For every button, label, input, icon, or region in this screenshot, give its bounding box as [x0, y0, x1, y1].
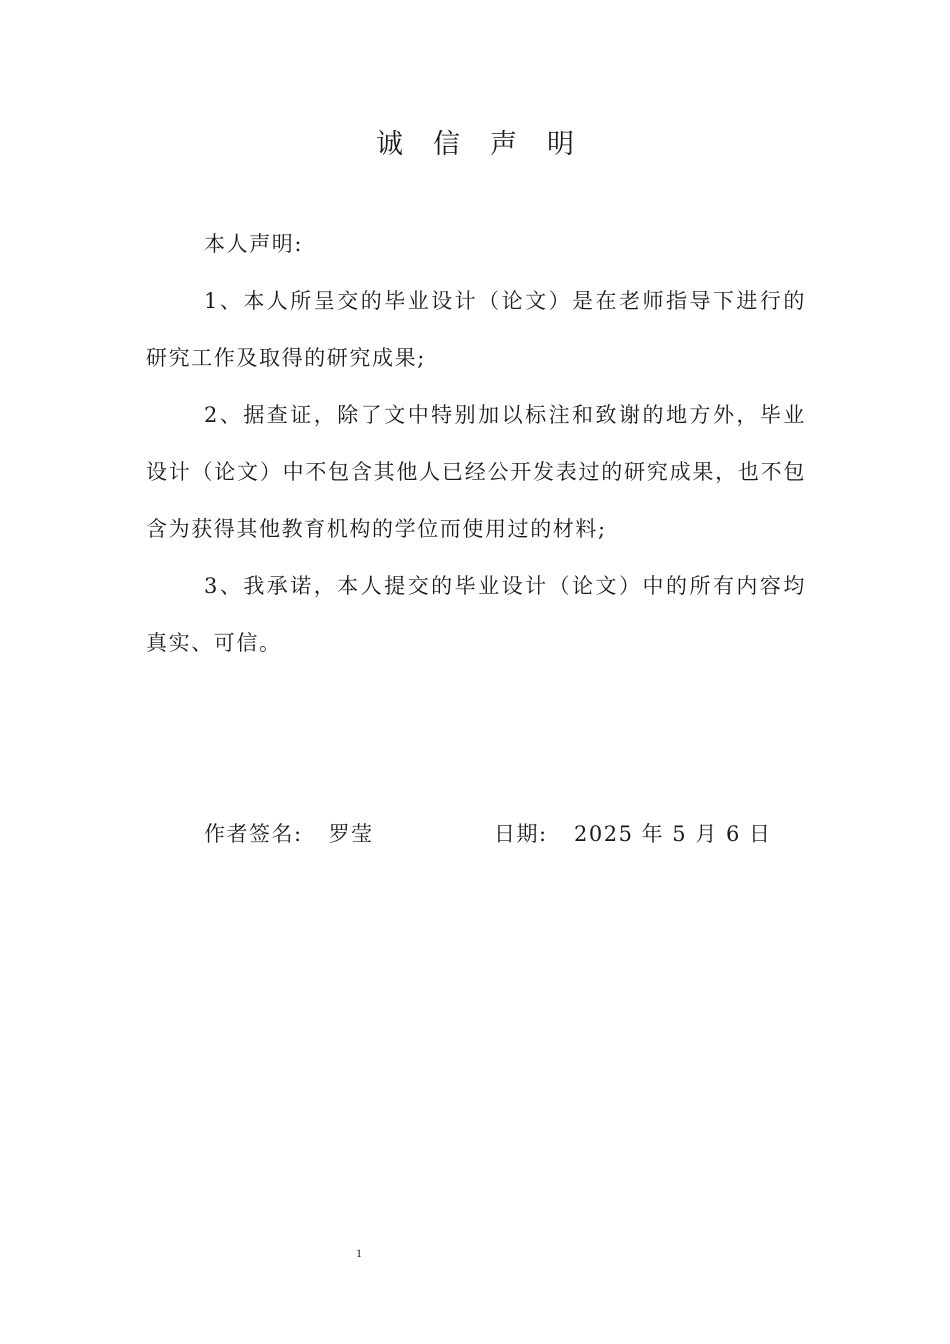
date-value: 2025 年 5 月 6 日 — [574, 822, 772, 846]
page-title: 诚信声明 — [376, 129, 604, 160]
declaration-body — [146, 216, 806, 672]
declaration-item-2: 2、据查证，除了文中特别加以标注和致谢的地方外，毕业设计（论文）中不包含其他人已经公开发表过的研究成果，也不包含为获得其他教育机构的学位而使用过的材料; — [146, 403, 806, 541]
signature-label: 作者签名: — [204, 822, 303, 846]
signature-name: 罗莹 — [328, 822, 374, 846]
page-number: 1 — [356, 1246, 362, 1260]
declaration-intro: 本人声明: — [204, 232, 304, 256]
declaration-item-1: 1、本人所呈交的毕业设计（论文）是在老师指导下进行的研究工作及取得的研究成果; — [146, 289, 806, 370]
date-label: 日期: — [494, 822, 548, 846]
declaration-item-3: 3、我承诺，本人提交的毕业设计（论文）中的所有内容均真实、可信。 — [146, 574, 806, 655]
signature-row — [204, 806, 772, 863]
